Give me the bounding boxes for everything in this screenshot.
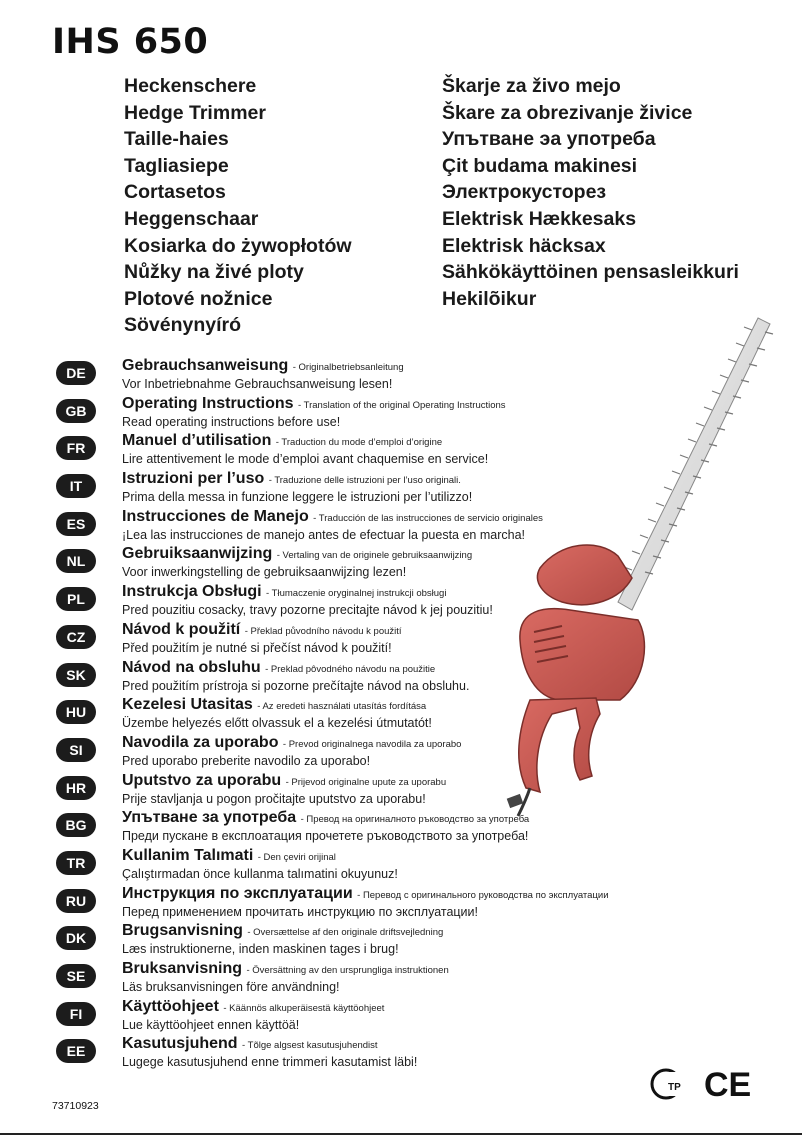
language-badge: FI bbox=[56, 1002, 96, 1026]
language-row bbox=[0, 884, 802, 922]
language-title: Instrukcja Obsługi bbox=[122, 583, 262, 601]
language-instruction: Voor inwerkingstelling de gebruiksaanwijzing lezen! bbox=[122, 565, 407, 580]
language-subtitle: - Preklad pôvodného návodu na použitie bbox=[265, 663, 436, 675]
language-row bbox=[0, 469, 802, 507]
product-name: Çit budama makinesi bbox=[442, 154, 638, 177]
language-instruction: Pred uporabo preberite navodilo za uporabo! bbox=[122, 753, 371, 768]
language-instruction: Pred použitím prístroja si pozorne prečítajte návod na obsluhu. bbox=[122, 678, 470, 693]
language-badge: BG bbox=[56, 813, 96, 837]
language-badge: FR bbox=[56, 436, 96, 460]
language-badge: EE bbox=[56, 1039, 96, 1063]
language-title: Uputstvo za uporabu bbox=[122, 771, 282, 789]
product-name: Nůžky na živé ploty bbox=[124, 261, 304, 284]
language-title: Упътване за употреба bbox=[122, 809, 297, 827]
language-badge: DK bbox=[56, 926, 96, 950]
language-title: Gebrauchsanweisung bbox=[122, 357, 289, 374]
language-subtitle: - Translation of the original Operating Instructions bbox=[298, 399, 506, 411]
model-title: IHS 650 bbox=[52, 22, 209, 62]
language-title: Operating Instructions bbox=[122, 394, 294, 412]
language-badge: ES bbox=[56, 512, 96, 536]
product-name: Cortasetos bbox=[124, 181, 226, 204]
product-names-right bbox=[442, 73, 739, 312]
language-row bbox=[0, 658, 802, 696]
language-instruction: Lire attentivement le mode d’emploi avant chaquemise en service! bbox=[122, 452, 489, 467]
language-row bbox=[0, 431, 802, 469]
language-badge: NL bbox=[56, 549, 96, 573]
product-name: Sähkökäyttöinen pensasleikkuri bbox=[442, 261, 739, 284]
language-instruction: Läs bruksanvisningen före användning! bbox=[122, 980, 340, 994]
language-instruction: Vor Inbetriebnahme Gebrauchsanweisung lesen! bbox=[122, 377, 393, 391]
language-badge: RU bbox=[56, 889, 96, 913]
product-name: Tagliasiepe bbox=[124, 154, 229, 177]
product-name: Электрокусторез bbox=[442, 181, 607, 204]
product-name: Škare za obrezivanje živice bbox=[442, 101, 693, 124]
language-row bbox=[0, 582, 802, 620]
language-subtitle: - Översättning av den ursprungliga instruktionen bbox=[246, 965, 449, 976]
language-subtitle: - Prijevod originalne upute za uporabu bbox=[285, 776, 447, 788]
language-badge: SK bbox=[56, 663, 96, 687]
language-instruction: Çalıştırmadan önce kullanma talımatini okuyunuz! bbox=[122, 866, 398, 881]
language-row bbox=[0, 356, 802, 394]
language-subtitle: - Oversættelse af den originale driftsvejledning bbox=[247, 927, 444, 939]
language-instruction: Před použitím je nutné si přečíst návod k použití! bbox=[122, 640, 392, 655]
certification-marks bbox=[646, 1064, 756, 1104]
language-row bbox=[0, 808, 802, 846]
product-name: Heckenschere bbox=[124, 75, 257, 97]
language-title: Bruksanvisning bbox=[122, 960, 243, 977]
language-row bbox=[0, 394, 802, 432]
product-name: Elektrisk häcksax bbox=[442, 234, 606, 257]
product-name: Упътване эа употреба bbox=[442, 128, 656, 151]
language-title: Kezelesi Utasitas bbox=[122, 696, 253, 714]
language-row bbox=[0, 620, 802, 658]
product-name: Kosiarka do żywopłotów bbox=[124, 234, 352, 257]
language-badge: IT bbox=[56, 474, 96, 498]
language-instruction: Перед применением прочитать инструкцию по эксплуатации! bbox=[122, 904, 478, 919]
ce-mark-icon: CE bbox=[704, 1066, 752, 1104]
language-title: Instrucciones de Manejo bbox=[122, 507, 309, 525]
bottom-divider bbox=[0, 1133, 802, 1135]
language-subtitle: - Превод на оригиналното ръководство за употреба bbox=[300, 814, 530, 826]
language-subtitle: - Käännös alkuperäisestä käyttöohjeet bbox=[223, 1002, 385, 1014]
document-number: 73710923 bbox=[52, 1100, 99, 1112]
language-instruction: Read operating instructions before use! bbox=[122, 414, 341, 429]
language-badge: GB bbox=[56, 399, 96, 423]
language-subtitle: - Перевод с оригинального руководства по эксплуатации bbox=[357, 889, 609, 901]
language-instruction: ¡Lea las instrucciones de manejo antes de efectuar la puesta en marcha! bbox=[122, 527, 526, 542]
language-title: Návod k použití bbox=[122, 620, 241, 638]
product-name: Elektrisk Hækkesaks bbox=[442, 207, 637, 230]
language-subtitle: - Den çeviri orijinal bbox=[257, 851, 336, 863]
language-subtitle: - Prevod originalnega navodila za uporabo bbox=[282, 738, 462, 750]
language-subtitle: - Tõlge algsest kasutusjuhendist bbox=[242, 1040, 378, 1052]
product-name: Hekilõikur bbox=[442, 287, 537, 310]
language-subtitle: - Překlad původního návodu k použití bbox=[244, 625, 402, 637]
language-title: Kasutusjuhend bbox=[122, 1035, 238, 1053]
language-title: Kullanim Talımati bbox=[122, 846, 254, 864]
language-title: Brugsanvisning bbox=[122, 922, 243, 940]
language-subtitle: - Originalbetriebsanleitung bbox=[292, 362, 404, 373]
gost-mark-label: TP bbox=[668, 1082, 681, 1093]
product-name: Plotové nožnice bbox=[124, 287, 273, 310]
language-instruction: Prije stavljanja u pogon pročitajte uputstvo za uporabu! bbox=[122, 791, 426, 806]
language-title: Navodila za uporabo bbox=[122, 733, 279, 751]
language-badge: TR bbox=[56, 851, 96, 875]
language-badge: DE bbox=[56, 361, 96, 385]
language-row bbox=[0, 695, 802, 733]
language-instruction: Lugege kasutusjuhend enne trimmeri kasutamist läbi! bbox=[122, 1055, 418, 1070]
product-name: Heggenschaar bbox=[124, 207, 259, 230]
language-subtitle: - Az eredeti használati utasítás fordítása bbox=[257, 701, 427, 713]
language-title: Käyttöohjeet bbox=[122, 997, 219, 1015]
language-row bbox=[0, 959, 802, 997]
product-names-left bbox=[124, 73, 352, 339]
language-subtitle: - Traducción de las instrucciones de servicio originales bbox=[313, 512, 543, 524]
language-subtitle: - Vertaling van de originele gebruiksaanwijzing bbox=[276, 550, 473, 562]
language-title: Istruzioni per l’uso bbox=[122, 470, 265, 488]
product-name: Hedge Trimmer bbox=[124, 101, 266, 124]
language-badge: HR bbox=[56, 776, 96, 800]
language-badge: CZ bbox=[56, 625, 96, 649]
language-badge: SI bbox=[56, 738, 96, 762]
language-subtitle: - Traduction du mode d’emploi d’origine bbox=[275, 437, 443, 449]
language-title: Инструкция по эксплуатации bbox=[122, 884, 353, 902]
language-instruction: Lue käyttöohjeet ennen käyttöä! bbox=[122, 1017, 300, 1032]
language-row bbox=[0, 846, 802, 884]
language-instruction: Pred pouzitiu cosacky, travy pozorne precitajte návod k jej pouzitiu! bbox=[122, 603, 493, 618]
language-row bbox=[0, 733, 802, 771]
language-instruction: Læs instruktionerne, inden maskinen tages i brug! bbox=[122, 942, 399, 957]
gost-mark-icon bbox=[652, 1070, 684, 1098]
language-instruction: Prima della messa in funzione leggere le istruzioni per l’utilizzo! bbox=[122, 490, 473, 505]
language-row bbox=[0, 997, 802, 1035]
product-name: Sövénynyíró bbox=[124, 314, 242, 337]
language-row bbox=[0, 921, 802, 959]
language-title: Gebruiksaanwijzing bbox=[122, 545, 273, 563]
language-subtitle: - Traduzione delle istruzioni per l’uso originali. bbox=[268, 475, 461, 487]
language-badge: HU bbox=[56, 700, 96, 724]
product-name: Taille-haies bbox=[124, 128, 229, 151]
product-name: Škarje za živo mejo bbox=[442, 75, 621, 97]
language-title: Návod na obsluhu bbox=[122, 658, 261, 676]
language-row bbox=[0, 544, 802, 582]
language-subtitle: - Tłumaczenie oryginalnej instrukcji obsługi bbox=[266, 588, 447, 600]
language-row bbox=[0, 507, 802, 545]
language-instruction: Üzembe helyezés előtt olvassuk el a kezelési útmutatót! bbox=[122, 716, 432, 731]
language-badge: SE bbox=[56, 964, 96, 988]
language-instruction: Преди пускане в експлоатация прочетете ръководството за употреба! bbox=[122, 829, 529, 844]
language-badge: PL bbox=[56, 587, 96, 611]
language-row bbox=[0, 771, 802, 809]
language-title: Manuel d’utilisation bbox=[122, 432, 272, 450]
language-list bbox=[0, 356, 802, 1072]
